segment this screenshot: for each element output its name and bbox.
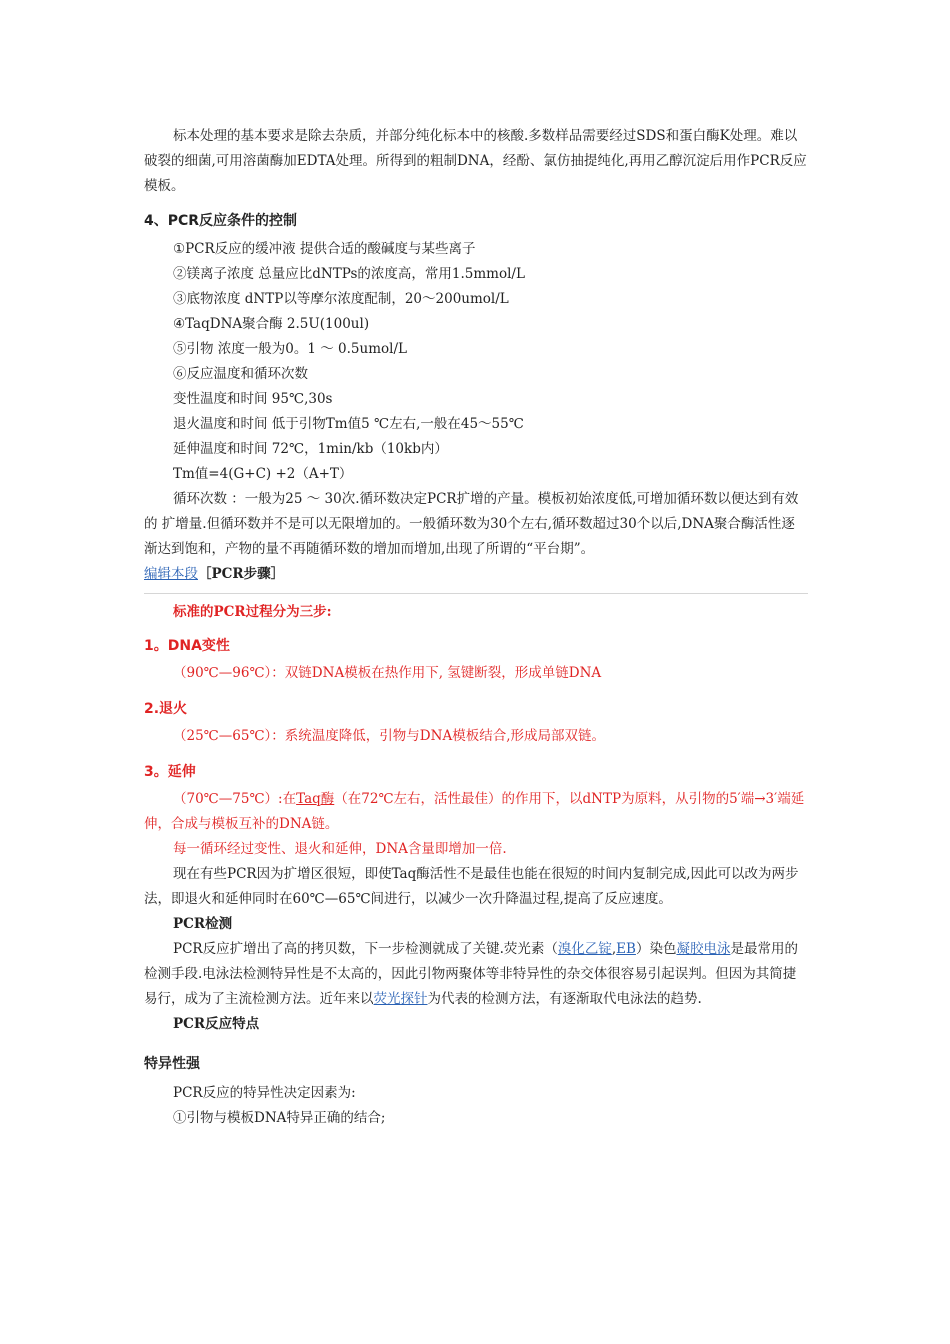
cycle-double-text: 每一循环经过变性、退火和延伸，DNA含量即增加一倍. (173, 841, 507, 857)
condition-item: ②镁离子浓度 总量应比dNTPs的浓度高，常用1.5mmol/L (173, 266, 525, 282)
condition-item: Tm值=4(G+C) +2（A+T） (173, 466, 353, 482)
specificity-intro: PCR反应的特异性决定因素为: (173, 1085, 356, 1101)
condition-item: 退火温度和时间 低于引物Tm值5 ℃左右,一般在45～55℃ (173, 416, 524, 432)
edit-section-line (144, 562, 808, 587)
step-1-text: （90℃—96℃）：双链DNA模板在热作用下, 氢键断裂，形成单链DNA (173, 665, 602, 681)
two-step-paragraph: 现在有些PCR因为扩增区很短，即使Taq酶活性不是最佳也能在很短的时间内复制完成,因此可以改为两步法，即退火和延伸同时在60℃—65℃间进行，以减少一次升降温过程,提高了反应速度。 (144, 866, 799, 907)
section-4-heading: 4、PCR反应条件的控制 (144, 213, 298, 229)
step-1-heading: 1。DNA变性 (144, 638, 230, 654)
step-3-text-a: （70℃—75℃）:在 (173, 791, 297, 807)
condition-item: ⑤引物 浓度一般为0。1 ～ 0.5umol/L (173, 341, 407, 357)
gel-electrophoresis-link[interactable]: 凝胶电泳 (676, 941, 731, 957)
edit-section-link[interactable]: 编辑本段 (144, 566, 198, 582)
detection-text: PCR反应扩增出了高的拷贝数，下一步检测就成了关键.荧光素（ (173, 941, 558, 957)
condition-item: ③底物浓度 dNTP以等摩尔浓度配制，20～200umol/L (173, 291, 509, 307)
pcr-steps-heading: ［PCR步骤］ (198, 566, 285, 582)
detection-text: ）染色 (635, 941, 677, 957)
detection-heading: PCR检测 (173, 916, 233, 932)
step-3-text (144, 787, 808, 837)
step-2-heading: 2.退火 (144, 701, 188, 717)
condition-item: ⑥反应温度和循环次数 (173, 366, 308, 382)
fluorescent-probe-link[interactable]: 荧光探针 (373, 991, 428, 1007)
intro-paragraph: 标本处理的基本要求是除去杂质，并部分纯化标本中的核酸.多数样品需要经过SDS和蛋白酶K处理。难以破裂的细菌,可用溶菌酶加EDTA处理。所得到的粗制DNA，经酚、氯仿抽提纯化,再用乙醇沉淀后用作PCR反应模板。 (144, 128, 807, 194)
condition-item: 延伸温度和时间 72℃，1min/kb（10kb内） (173, 441, 448, 457)
section-divider (144, 593, 808, 594)
cycles-paragraph: 循环次数 ：一般为25 ～ 30次.循环数决定PCR扩增的产量。模板初始浓度低,可增加循环数以便达到有效的 扩增量.但循环数并不是可以无限增加的。一般循环数为30个左右,循环数超过30个以后,DNA聚合酶活性逐渐达到饱和，产物的量不再随循环数的增加而增加,出现了所谓的“平台期”。 (144, 491, 799, 557)
step-3-heading: 3。延伸 (144, 764, 196, 780)
steps-intro: 标准的PCR过程分为三步: (173, 604, 332, 620)
features-heading: PCR反应特点 (173, 1016, 260, 1032)
taq-enzyme-link[interactable]: Taq酶 (296, 791, 335, 807)
specificity-item: ①引物与模板DNA特异正确的结合; (173, 1110, 386, 1126)
detection-text: , (611, 941, 617, 957)
document-body (144, 124, 808, 1131)
step-2-text: （25℃—65℃）：系统温度降低，引物与DNA模板结合,形成局部双链。 (173, 728, 605, 744)
detection-paragraph (144, 937, 808, 1012)
condition-item: ④TaqDNA聚合酶 2.5U(100ul) (173, 316, 370, 332)
ethidium-bromide-link[interactable]: 溴化乙锭 (557, 941, 612, 957)
step-3-text-b: （在72℃左右，活性最佳）的作用下，以dNTP为原料，从引物的5′端→3′端延伸，合成与模板互补的DNA链。 (144, 791, 805, 832)
specificity-heading: 特异性强 (144, 1056, 200, 1072)
condition-item: ①PCR反应的缓冲液 提供合适的酸碱度与某些离子 (173, 241, 476, 257)
condition-item: 变性温度和时间 95℃,30s (173, 391, 333, 407)
detection-text: 是最常用的检测手段.电泳法检测特异性是不太高的，因此引物两聚体等非特异性的杂交体很容易引起误判。但因为其简捷易行，成为了主流检测方法。近年来以 (144, 941, 798, 1007)
eb-link[interactable]: EB (616, 941, 636, 957)
detection-text: 为代表的检测方法，有逐渐取代电泳法的趋势. (427, 991, 702, 1007)
